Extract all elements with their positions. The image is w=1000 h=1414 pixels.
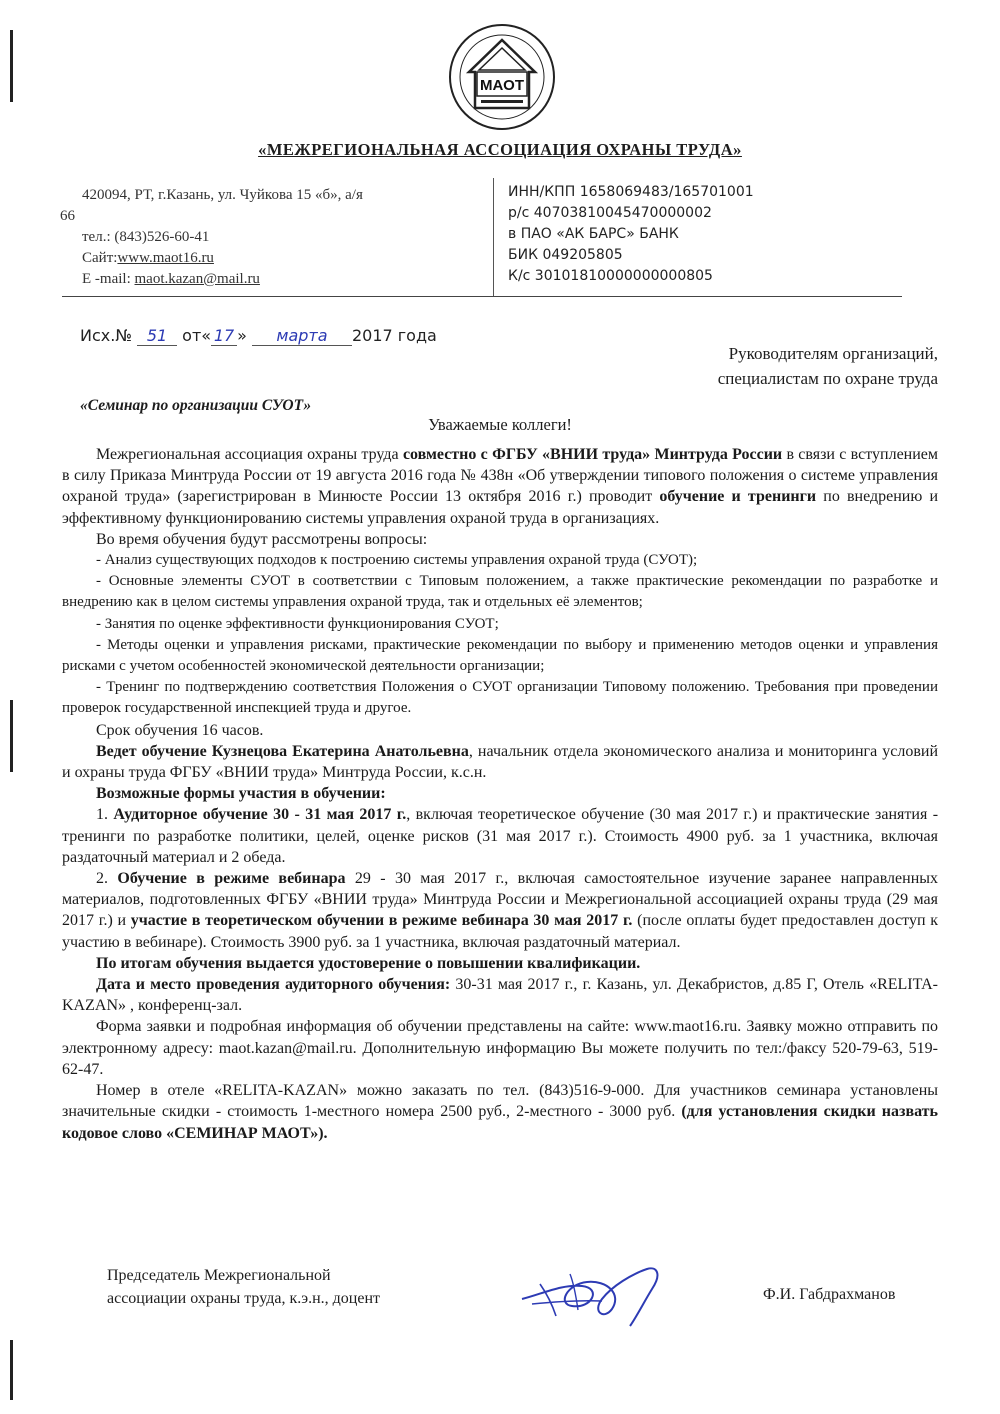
outgoing-close: » [237,326,247,345]
topics-intro: Во время обучения будут рассмотрены вопросы: [96,530,428,548]
correspondent-account: К/с 30101810000000000805 [508,268,713,284]
organization-name: «МЕЖРЕГИОНАЛЬНАЯ АССОЦИАЦИЯ ОХРАНЫ ТРУДА» [258,140,742,159]
form2-bold: Обучение в режиме вебинара [117,870,346,888]
hotel-paragraph [62,1080,938,1144]
topic-item: - Основные элементы СУОТ в соответствии с Типовым положением, а также практические рекомендации по разработке и внедрению как в целом системы управления охраной труда, так и отдельных её элементов; [62,573,938,611]
site-label: Сайт: [82,250,118,266]
form1-bold: Аудиторное обучение 30 - 31 мая 2017 г. [113,806,407,824]
forms-title-text: Возможные формы участия в обучении: [96,785,386,803]
email-row [60,269,480,290]
form-option-2 [62,868,938,953]
intro-paragraph [62,444,938,529]
signatory-name: Ф.И. Габдрахманов [763,1286,896,1303]
form2-text-1: 29 - 30 мая 2017 г., включая самостоятельное изучение заранее направленных материалов, подготовленных ФГБУ «ВНИИ труда» Минтруда России и Межрегиональной ассоциацией охраны труда (29 мая 2017 г.) и [62,870,939,930]
signatory-title-line-2: ассоциации охраны труда, к.э.н., доцент [107,1290,381,1307]
signatory-title [107,1264,380,1310]
lecturer-text: , начальник отдела экономического анализа и мониторинга условий и охраны труда ФГБУ «ВНИИ труда» Минтруда России, к.с.н. [62,742,939,782]
certificate-paragraph [62,953,938,974]
form2-number: 2. [96,870,118,888]
outgoing-from: от« [182,326,212,345]
website-row [60,248,480,269]
settlement-account: р/с 40703810045470000002 [508,205,712,221]
topic-item: - Анализ существующих подходов к построению системы управления охраной труда (СУОТ); [96,552,698,569]
outgoing-number [80,326,437,346]
intro-text-2: в связи с вступлением в силу Приказа Минтруда России от 19 августа 2016 года № 438н «Об утверждении типового положения о системе управления охраной труда» (зарегистрирован в Минюсте России 13 октября 2016 г.) проводит [62,446,939,506]
contacts-block [60,185,480,290]
outgoing-year: 2017 года [351,326,437,345]
intro-text-3: по внедрению и эффективному функционированию системы управления охраной труда в организациях. [62,488,939,527]
form-option-1 [62,804,938,868]
scan-mark-bottom [10,1340,13,1400]
phone: тел.: (843)526-60-41 [82,229,210,245]
addressee [718,341,938,391]
addressee-line-1: Руководителям организаций, [728,344,938,363]
letter-body [62,444,938,1144]
outgoing-day: 17 [211,326,237,346]
intro-text-1: Межрегиональная ассоциация охраны труда [96,446,403,463]
lecturer-paragraph [62,741,938,783]
scan-mark-top [10,30,13,102]
topic-item: - Методы оценки и управления рисками, практические рекомендации по выбору и применению методов оценки и управления рисками с учетом особенностей экономической деятельности организации; [62,636,938,675]
intro-bold-2: обучение и тренинги [659,488,817,506]
header-divider-vertical [493,178,494,296]
outgoing-month: марта [252,326,352,346]
maot-logo [447,22,557,132]
form2-bold-2: участие в теоретическом обучении в режиме вебинара 30 мая 2017 г. [130,912,633,930]
bank-name: в ПАО «АК БАРС» БАНК [508,226,679,242]
bik: БИК 049205805 [508,247,623,263]
hotel-text: Номер в отеле «RELITA-KAZAN» можно заказать по тел. (843)516-9-000. Для участников семинара установлены значительные скидки - стоимость 1-местного номера 2500 руб., 2-местного - 3000 руб. [62,1082,938,1121]
svg-text:МАОТ: МАОТ [480,77,524,94]
topic-item: - Тренинг по подтверждению соответствия Положения о СУОТ организации Типовому положению. Требования при проведении проверок государственной инспекцией труда и другое. [62,679,938,717]
topic-item: - Занятия по оценке эффективности функционирования СУОТ; [96,615,499,632]
signatory-title-line-1: Председатель Межрегиональной [107,1267,331,1284]
venue-paragraph [62,974,938,1016]
forms-title [62,783,938,804]
letter-subject: «Семинар по организации СУОТ» [80,397,312,414]
certificate-text: По итогам обучения выдается удостоверение о повышении квалификации. [96,954,641,972]
lecturer-bold: Ведет обучение Кузнецова Екатерина Анатольевна [96,742,469,760]
duration: Срок обучения 16 часов. [96,721,264,739]
form1-text: , включая теоретическое обучение (30 мая 2017 г.) и практические занятия - тренинги по разработке политики, целей, оценке рисков (31 мая 2017 г.). Стоимость 4900 руб. за 1 участника, включая раздаточный материал и 2 обеда. [62,806,939,866]
greeting: Уважаемые коллеги! [428,415,572,434]
email-label: E -mail: [82,271,135,287]
form1-number: 1. [96,806,114,824]
bank-details [508,182,968,287]
outgoing-number-value: 51 [137,326,177,346]
addressee-line-2: специалистам по охране труда [717,369,938,388]
venue-bold: Дата и место проведения аудиторного обучения: [96,976,451,994]
outgoing-prefix: Исх.№ [80,326,132,345]
address-line-2: 66 [60,208,75,224]
venue-text: 30-31 мая 2017 г., г. Казань, ул. Декабристов, д.85 Г, Отель «RELITA-KAZAN» , конференц-зал. [62,976,938,1015]
address-line: 420094, РТ, г.Казань, ул. Чуйкова 15 «б», а/я [82,187,363,203]
handwritten-signature [512,1254,672,1334]
header-divider-horizontal [62,296,902,297]
application-paragraph: Форма заявки и подробная информация об обучении представлены на сайте: www.maot16.ru. Заявку можно отправить по электронному адресу: maot.kazan@mail.ru. Дополнительную информацию Вы можете получить по тел:/факсу 520-79-63, 519-62-47. [62,1018,938,1078]
intro-bold-1: совместно с ФГБУ «ВНИИ труда» Минтруда России [402,446,783,463]
scan-mark-middle [10,700,13,772]
hotel-bold: (для установления скидки назвать кодовое слово «СЕМИНАР МАОТ»). [62,1103,939,1142]
email-link[interactable]: maot.kazan@mail.ru [134,271,260,287]
website-link[interactable]: www.maot16.ru [117,250,214,266]
inn-kpp: ИНН/КПП 1658069483/165701001 [508,184,754,200]
form2-text-2: (после оплаты будет предоставлен доступ к участию в вебинаре). Стоимость 3900 руб. за 1 участника, включая раздаточный материал. [62,912,939,951]
